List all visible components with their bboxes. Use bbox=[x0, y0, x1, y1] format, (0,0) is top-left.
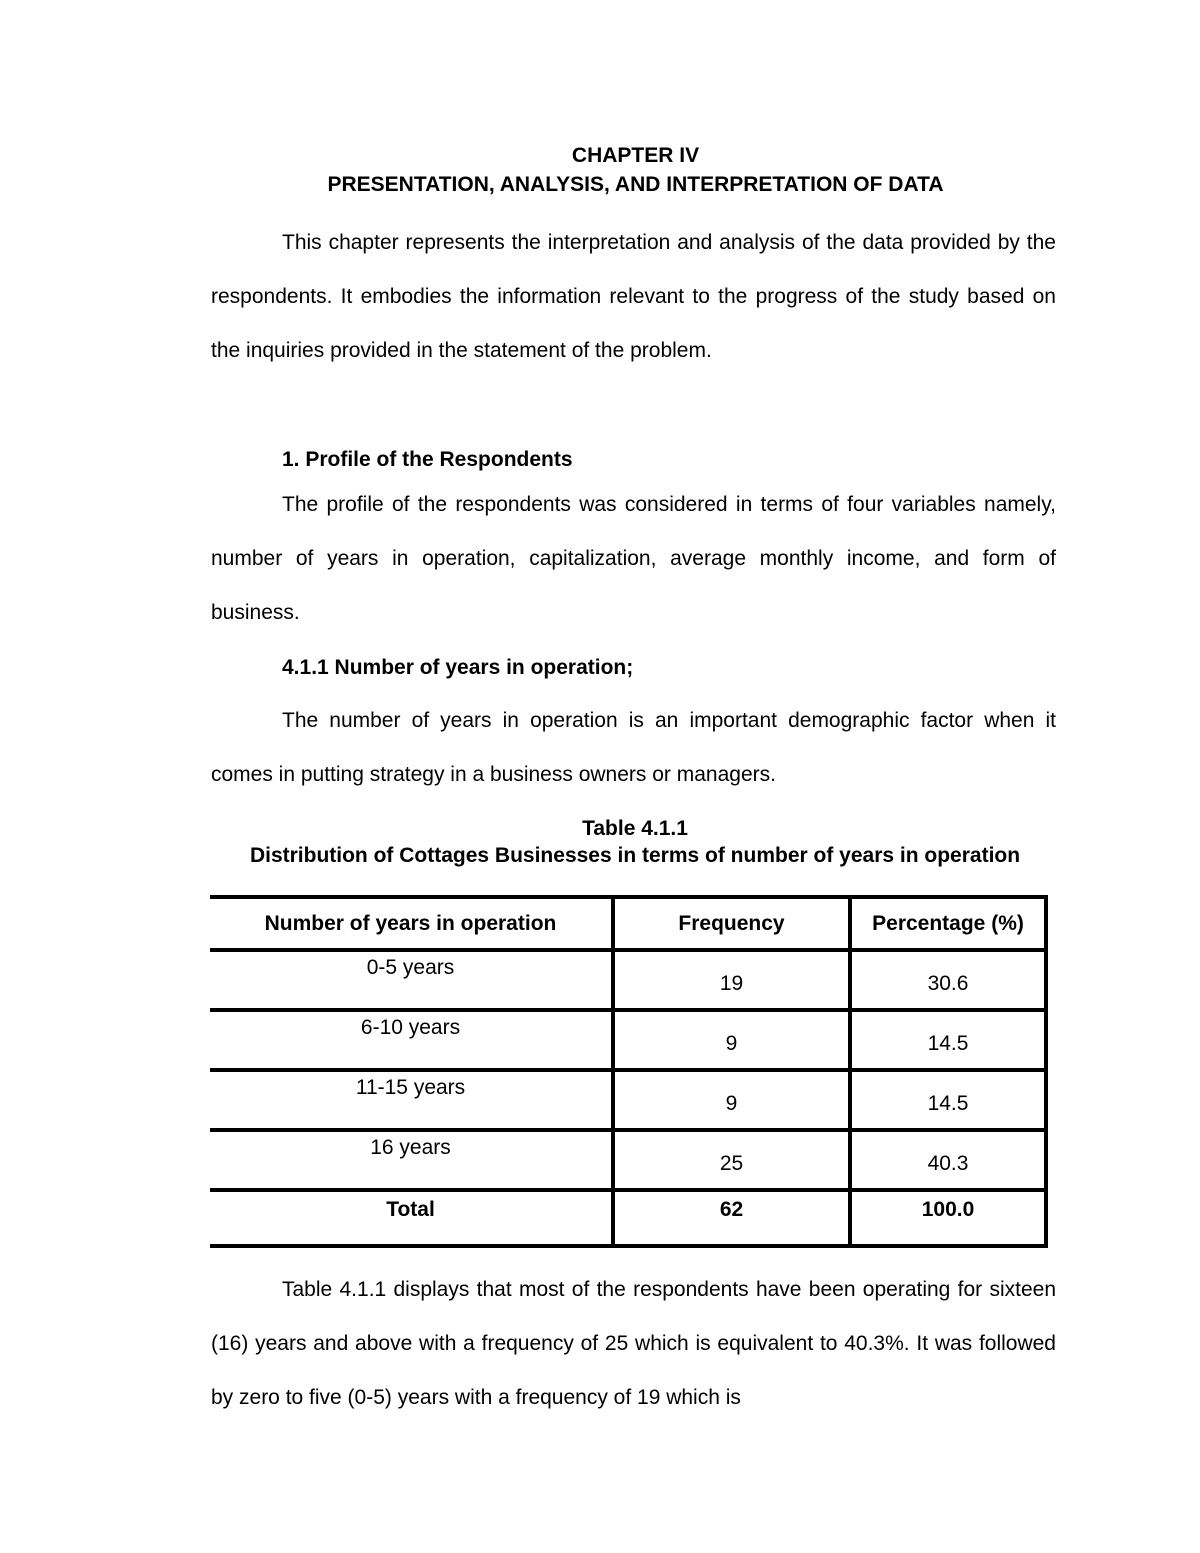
table-row bbox=[210, 950, 1046, 1010]
cell-years: 11-15 years bbox=[210, 1070, 613, 1130]
table-row bbox=[210, 1070, 1046, 1130]
header-years: Number of years in operation bbox=[210, 897, 613, 950]
table-total-row bbox=[210, 1190, 1046, 1246]
years-paragraph bbox=[211, 694, 1056, 802]
cell-years: 6-10 years bbox=[210, 1010, 613, 1070]
cell-total-percentage: 100.0 bbox=[850, 1190, 1046, 1246]
table-caption: Distribution of Cottages Businesses in terms of number of years in operation bbox=[249, 844, 1021, 867]
table-header-row bbox=[210, 897, 1046, 950]
header-frequency: Frequency bbox=[613, 897, 850, 950]
analysis-text: Table 4.1.1 displays that most of the respondents have been operating for sixteen (16) years and above with a frequency of 25 which is equivalent to 40.3%. It was followed by zero to five (0-5) years with a frequency of 19 which is bbox=[211, 1278, 1056, 1409]
cell-years: 0-5 years bbox=[210, 950, 613, 1010]
cell-years: 16 years bbox=[210, 1130, 613, 1190]
chapter-subtitle: PRESENTATION, ANALYSIS, AND INTERPRETATION OF DATA bbox=[327, 173, 944, 196]
cell-percentage: 14.5 bbox=[850, 1070, 1046, 1130]
cell-percentage: 30.6 bbox=[850, 950, 1046, 1010]
table-label: Table 4.1.1 bbox=[582, 817, 688, 840]
cell-frequency: 9 bbox=[613, 1070, 850, 1130]
profile-text: The profile of the respondents was considered in terms of four variables namely, number of years in operation, capitalization, average monthly income, and form of business. bbox=[211, 493, 1056, 624]
table-row bbox=[210, 1010, 1046, 1070]
cell-total-label: Total bbox=[210, 1190, 613, 1246]
analysis-paragraph bbox=[211, 1263, 1056, 1425]
section-heading-years: 4.1.1 Number of years in operation; bbox=[282, 656, 634, 679]
cell-total-frequency: 62 bbox=[613, 1190, 850, 1246]
cell-frequency: 25 bbox=[613, 1130, 850, 1190]
profile-paragraph bbox=[211, 478, 1056, 640]
header-percentage: Percentage (%) bbox=[850, 897, 1046, 950]
cell-percentage: 14.5 bbox=[850, 1010, 1046, 1070]
cell-frequency: 19 bbox=[613, 950, 850, 1010]
cell-frequency: 9 bbox=[613, 1010, 850, 1070]
intro-text: This chapter represents the interpretation and analysis of the data provided by the respondents. It embodies the information relevant to the progress of the study based on the inquiries provided in the statement of the problem. bbox=[211, 231, 1056, 362]
cell-percentage: 40.3 bbox=[850, 1130, 1046, 1190]
chapter-title: CHAPTER IV bbox=[571, 144, 700, 167]
years-text: The number of years in operation is an important demographic factor when it comes in putting strategy in a business owners or managers. bbox=[211, 709, 1056, 786]
intro-paragraph bbox=[211, 216, 1056, 378]
table-row bbox=[210, 1130, 1046, 1190]
years-in-operation-table bbox=[210, 895, 1048, 1248]
section-heading-profile: 1. Profile of the Respondents bbox=[282, 448, 573, 471]
